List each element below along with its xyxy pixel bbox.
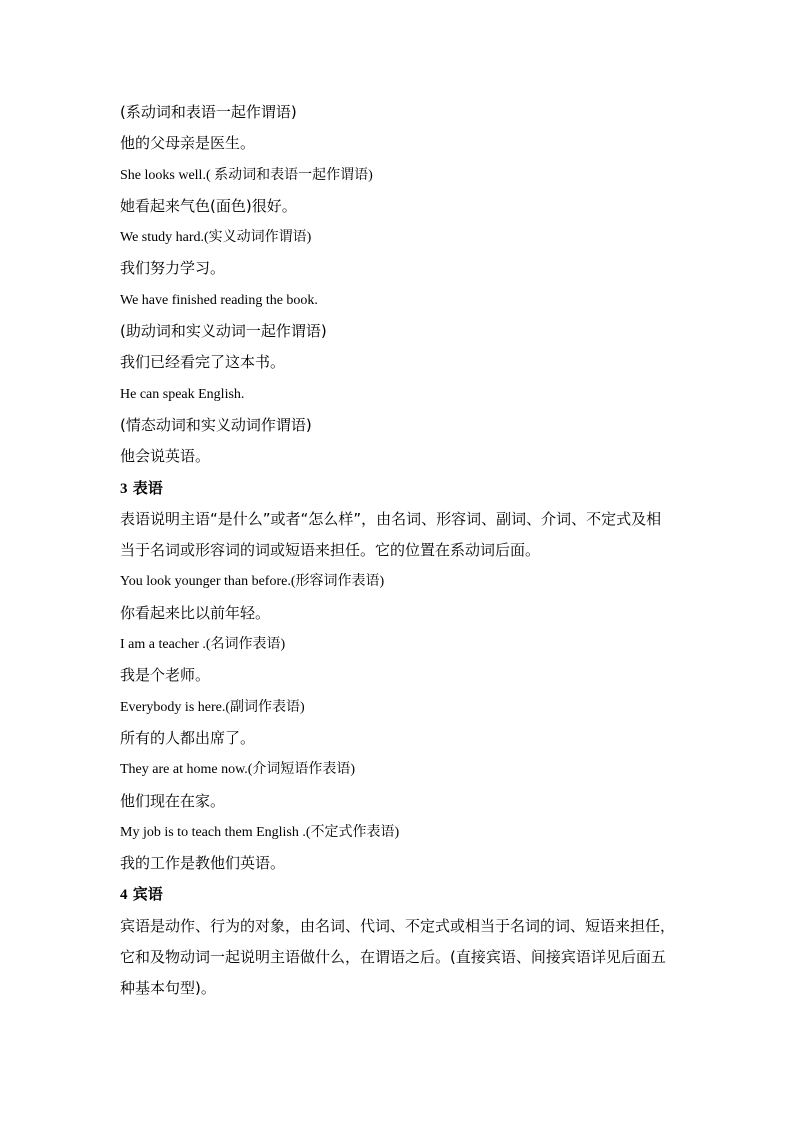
example-line: She looks well.( 系动词和表语一起作谓语) (120, 167, 373, 183)
example-line: You look younger than before.(形容词作表语) (120, 574, 385, 590)
section-paragraph: 表语说明主语“是什么”或者“怎么样”，由名词、形容词、副词、介词、不定式及相当于名词或形容词的词或短语来担任。它的位置在系动词后面。 (120, 509, 662, 560)
translation-line: 他会说英语。 (120, 447, 211, 466)
section-title: 表语 (132, 478, 163, 497)
note-line: (情态动词和实义动词作谓语) (120, 415, 312, 434)
translation-line: 他们现在在家。 (120, 791, 226, 810)
translation-line: 我的工作是教他们英语。 (120, 854, 286, 873)
example-line: We have finished reading the book. (120, 292, 318, 308)
example-line: Everybody is here.(副词作表语) (120, 699, 305, 715)
example-line: They are at home now.(介词短语作表语) (120, 762, 356, 778)
translation-line: 你看起来比以前年轻。 (120, 603, 271, 622)
translation-line: 我们努力学习。 (120, 259, 226, 278)
example-line: He can speak English. (120, 386, 245, 402)
note-line: (系动词和表语一起作谓语) (120, 103, 297, 121)
translation-line: 她看起来气色(面色)很好。 (120, 196, 297, 215)
note-line: (助动词和实义动词一起作谓语) (120, 322, 327, 341)
example-line: I am a teacher .(名词作表语) (120, 637, 286, 653)
section-title: 宾语 (132, 885, 163, 904)
section-number: 4 (120, 887, 128, 904)
section-heading (120, 879, 680, 910)
section-heading (120, 473, 680, 504)
example-line: We study hard.(实义动词作谓语) (120, 230, 312, 246)
translation-line: 他的父母亲是医生。 (120, 134, 256, 153)
example-line: My job is to teach them English .(不定式作表语) (120, 824, 400, 840)
section-paragraph: 宾语是动作、行为的对象，由名词、代词、不定式或相当于名词的词、短语来担任，它和及物动词一起说明主语做什么，在谓语之后。(直接宾语、间接宾语详见后面五种基本句型)。 (120, 916, 676, 998)
translation-line: 我是个老师。 (120, 666, 211, 685)
document-body (120, 97, 680, 1005)
section-number: 3 (120, 480, 128, 497)
translation-line: 所有的人都出席了。 (120, 728, 256, 747)
translation-line: 我们已经看完了这本书。 (120, 353, 286, 372)
